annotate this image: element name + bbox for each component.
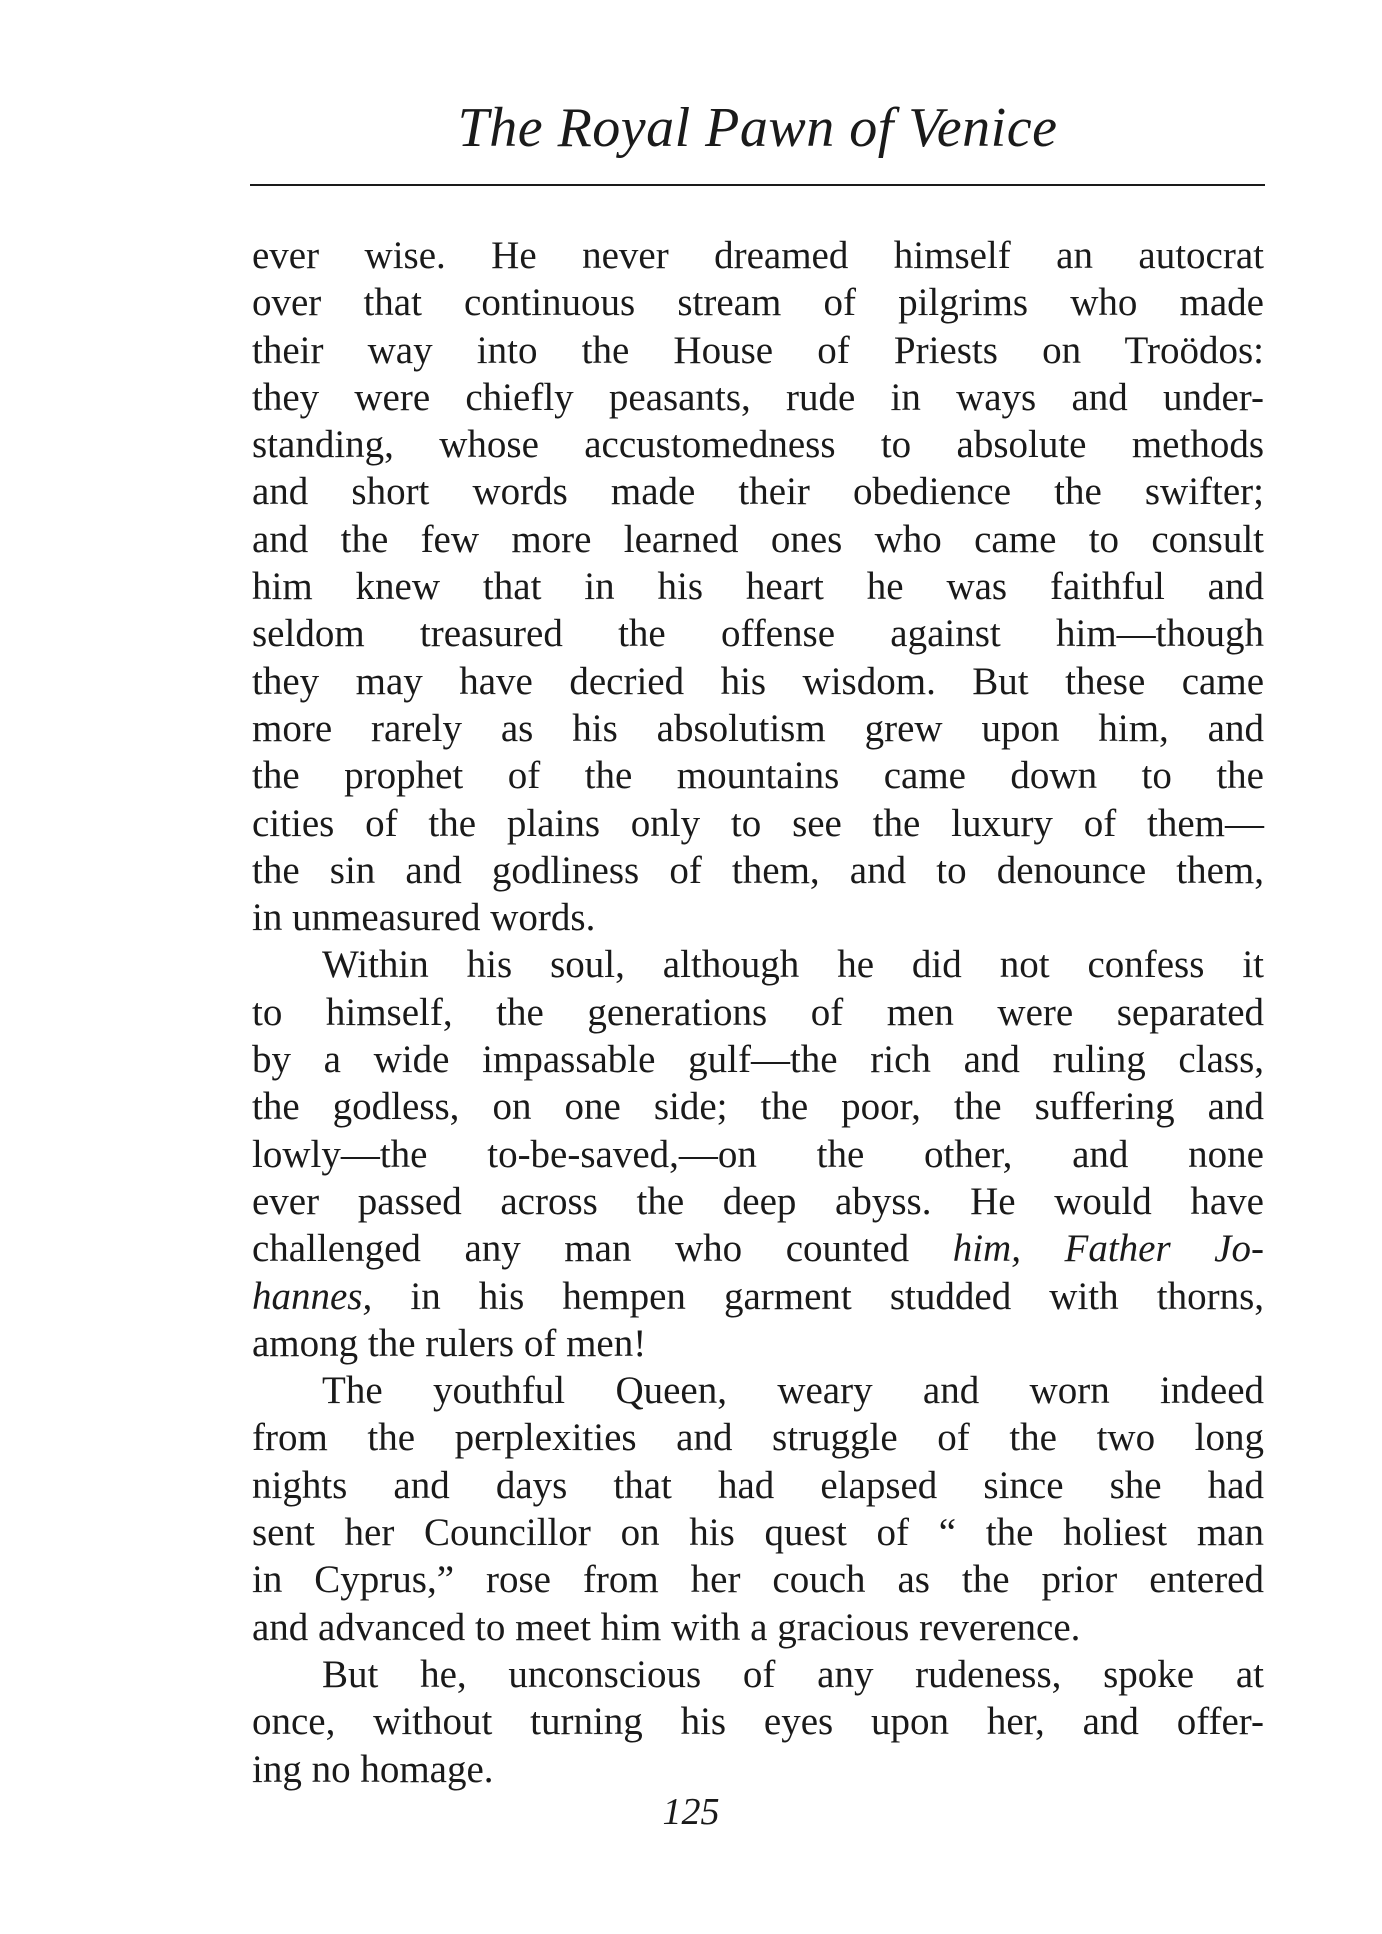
text-line: nights and days that had elapsed since she had	[252, 1463, 1264, 1507]
text-line: and advanced to meet him with a gracious reverence.	[252, 1605, 1081, 1649]
text-line: to himself, the generations of men were separated	[252, 990, 1264, 1034]
text-line: from the perplexities and struggle of the two long	[252, 1416, 1264, 1460]
text-line: the godless, on one side; the poor, the suffering and	[252, 1085, 1264, 1129]
header-rule	[250, 184, 1265, 186]
page-number: 125	[662, 1791, 720, 1833]
running-head: The Royal Pawn of Venice	[457, 97, 1058, 159]
text-line: by a wide impassable gulf—the rich and ruling class,	[252, 1038, 1264, 1082]
text-run: in his hempen garment studded with thorns,	[372, 1274, 1264, 1318]
text-line: in unmeasured words.	[252, 896, 596, 940]
text-line: ing no homage.	[252, 1747, 494, 1791]
text-line	[252, 1273, 1264, 1320]
text-line: the prophet of the mountains came down to the	[252, 754, 1264, 798]
text-line: sent her Councillor on his quest of “ the holiest man	[252, 1511, 1264, 1555]
text-line: Within his soul, although he did not confess it	[322, 943, 1264, 987]
text-line: The youthful Queen, weary and worn indeed	[322, 1369, 1264, 1413]
text-line: they were chiefly peasants, rude in ways and under-	[252, 375, 1264, 419]
text-line: seldom treasured the offense against him—though	[252, 612, 1264, 656]
body-text	[252, 232, 1264, 1793]
text-line: ever wise. He never dreamed himself an autocrat	[252, 234, 1264, 277]
text-line: and short words made their obedience the swifter;	[252, 470, 1264, 514]
text-line: more rarely as his absolutism grew upon him, and	[252, 706, 1264, 750]
text-line: and the few more learned ones who came to consult	[252, 517, 1264, 561]
text-line: over that continuous stream of pilgrims who made	[252, 281, 1264, 325]
italic-run: hannes,	[252, 1274, 373, 1318]
text-line: lowly—the to-be-saved,—on the other, and none	[252, 1132, 1264, 1176]
text-line: once, without turning his eyes upon her, and offer-	[252, 1700, 1264, 1744]
italic-run: him, Father Jo-	[952, 1227, 1264, 1271]
text-line: they may have decried his wisdom. But these came	[252, 659, 1264, 703]
text-line	[252, 1225, 1264, 1272]
text-line: ever passed across the deep abyss. He would have	[252, 1179, 1264, 1223]
text-line: the sin and godliness of them, and to denounce them,	[252, 848, 1264, 892]
text-line: their way into the House of Priests on Troödos:	[252, 328, 1264, 372]
text-line: cities of the plains only to see the luxury of them—	[252, 801, 1264, 845]
text-line: But he, unconscious of any rudeness, spoke at	[322, 1652, 1264, 1696]
text-run: challenged any man who counted	[252, 1227, 953, 1271]
text-line: in Cyprus,” rose from her couch as the prior entered	[252, 1558, 1264, 1602]
text-line: among the rulers of men!	[252, 1321, 647, 1365]
text-line: him knew that in his heart he was faithful and	[252, 565, 1264, 609]
text-line: standing, whose accustomedness to absolute methods	[252, 423, 1264, 467]
